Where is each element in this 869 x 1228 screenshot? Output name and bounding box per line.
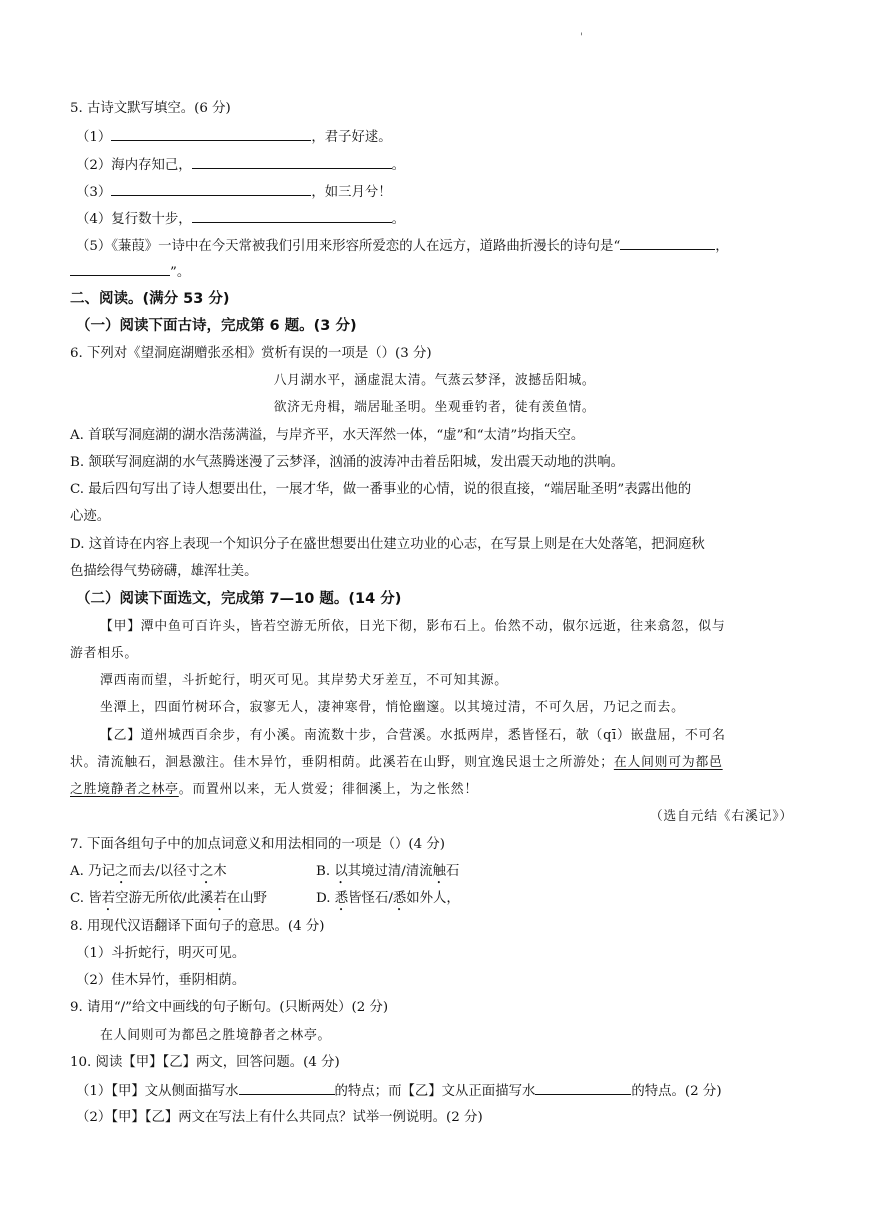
passage-source: （选自元结《右溪记》） [649, 809, 793, 824]
passage-jia-line-2: 游者相乐。 [70, 646, 138, 661]
passage-yi-line-1: 【乙】道州城西百余步，有小溪。南流数十步，合营溪。水抵两岸，悉皆怪石，欹（qī）嵌盘屈，不可名 [100, 728, 726, 743]
part2-heading: （二）阅读下面选文，完成第 7—10 题。(14 分) [76, 591, 402, 607]
fill-blank[interactable] [111, 182, 311, 196]
q6-option-d-cont: 色描绘得气势磅礴，雄浑壮美。 [70, 564, 258, 579]
passage-jia-line-4: 坐潭上，四面竹树环合，寂寥无人，凄神寒骨，悄怆幽邃。以其境过清，不可久居，乃记之而去。 [100, 700, 685, 715]
q7-option-c: C. 皆若空游无所依/此溪若在山野 [70, 891, 267, 906]
page-mark: ' [580, 32, 583, 43]
q6-option-d: D. 这首诗在内容上表现一个知识分子在盛世想要出仕建立功业的心志，在写景上则是在大处落笔，把洞庭秋 [70, 537, 705, 552]
passage-jia-line-1: 【甲】潭中鱼可百许头，皆若空游无所依，日光下彻，影布石上。佁然不动，俶尔远逝，往来翕忽，似与 [100, 619, 726, 634]
poem-line-2: 欲济无舟楫，端居耻圣明。坐观垂钓者，徒有羡鱼情。 [273, 400, 596, 415]
q9-sentence: 在人间则可为都邑之胜境静者之林亭。 [100, 1028, 332, 1043]
q6-option-b: B. 颔联写洞庭湖的水气蒸腾迷漫了云梦泽，汹涌的波涛冲击着岳阳城，发出震天动地的洪响。 [70, 455, 624, 470]
q6-option-a: A. 首联写洞庭湖的湖水浩荡满溢，与岸齐平，水天浑然一体，“虚”和“太清”均指天空。 [70, 428, 585, 443]
q8-item-2: （2）佳木异竹，垂阴相荫。 [76, 973, 246, 988]
q7-option-a: A. 乃记之而去/以径寸之木 [70, 864, 227, 879]
q6-option-c-cont: 心迹。 [70, 509, 111, 524]
q7-option-b: B. 以其境过清/清流触石 [316, 864, 460, 879]
q9-stem: 9. 请用“/”给文中画线的句子断句。(只断两处）(2 分) [70, 1000, 389, 1015]
fill-blank[interactable] [535, 1081, 631, 1095]
q8-stem: 8. 用现代汉语翻译下面句子的意思。(4 分) [70, 919, 325, 934]
underlined-sentence: 之胜境静者之林亭 [70, 782, 179, 797]
q5-line-4: （4）复行数十步， 。 [76, 209, 405, 229]
q5-line-5-cont: ”。 [70, 262, 190, 282]
passage-yi-line-3: 之胜境静者之林亭。而置州以来，无人赏爱；徘徊溪上，为之怅然！ [70, 782, 478, 797]
q5-line-1: （1） ，君子好逑。 [76, 127, 392, 147]
part1-heading: （一）阅读下面古诗，完成第 6 题。(3 分) [76, 318, 357, 334]
q10-stem: 10. 阅读【甲】【乙】两文，回答问题。(4 分) [70, 1055, 340, 1070]
q6-option-c: C. 最后四句写出了诗人想要出仕，一展才华，做一番事业的心情，说的很直接，“端居耻圣明”表露出他的 [70, 482, 692, 497]
fill-blank[interactable] [620, 236, 715, 250]
section-heading: 二、阅读。(满分 53 分) [70, 291, 230, 307]
q5-line-5: （5）《蒹葭》一诗中在今天常被我们引用来形容所爱恋的人在远方，道路曲折漫长的诗句是“ ， [76, 236, 729, 256]
fill-blank[interactable] [192, 209, 392, 223]
q6-stem: 6. 下列对《望洞庭湖赠张丞相》赏析有误的一项是（）(3 分) [70, 346, 432, 361]
fill-blank[interactable] [239, 1081, 335, 1095]
q10-item-2: （2）【甲】【乙】两文在写法上有什么共同点？试举一例说明。(2 分) [76, 1110, 483, 1125]
passage-jia-line-3: 潭西南而望，斗折蛇行，明灭可见。其岸势犬牙差互，不可知其源。 [100, 673, 508, 688]
q5-title: 5. 古诗文默写填空。(6 分) [70, 101, 231, 116]
underlined-sentence: 在人间则可为都邑 [613, 755, 723, 770]
q10-item-1: （1）【甲】文从侧面描写水 的特点；而【乙】文从正面描写水 的特点。(2 分) [76, 1081, 722, 1101]
q8-item-1: （1）斗折蛇行，明灭可见。 [76, 946, 246, 961]
q5-line-2: （2）海内存知己， 。 [76, 155, 405, 175]
q5-line-3: （3） ，如三月兮！ [76, 182, 392, 202]
fill-blank[interactable] [70, 262, 170, 276]
q7-stem: 7. 下面各组句子中的加点词意义和用法相同的一项是（）(4 分) [70, 837, 446, 852]
q7-option-d: D. 悉皆怪石/悉如外人， [316, 891, 460, 906]
fill-blank[interactable] [192, 155, 392, 169]
fill-blank[interactable] [111, 127, 311, 141]
passage-yi-line-2: 状。清流触石，洄悬激注。佳木异竹，垂阴相荫。此溪若在山野，则宜逸民退士之所游处；在人间则可为都邑 [70, 755, 723, 770]
poem-line-1: 八月湖水平，涵虚混太清。气蒸云梦泽，波撼岳阳城。 [273, 373, 596, 388]
